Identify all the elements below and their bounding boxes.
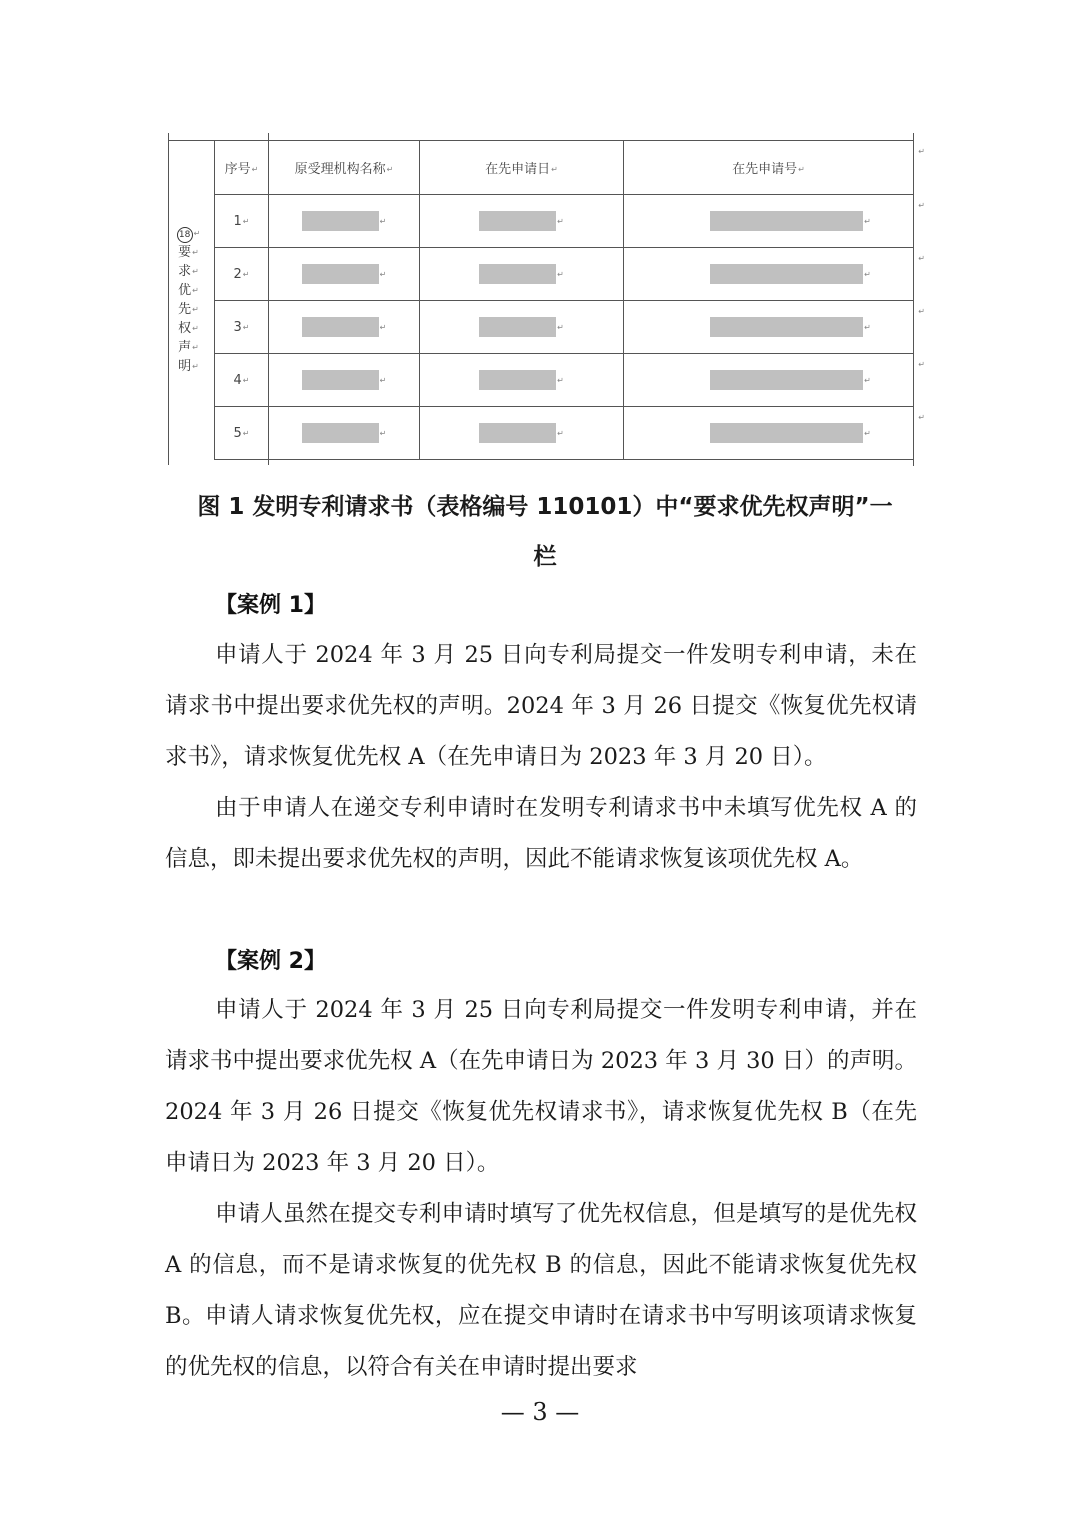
caption-line-1: 图 1 发明专利请求书（表格编号 110101）中“要求优先权声明”一 xyxy=(197,494,893,520)
date-cell: ↵ xyxy=(420,354,624,407)
table-row xyxy=(169,195,914,248)
section-label: 18 ↵ 要↵ 求↵ 优↵ 先↵ 权↵ 声↵ 明↵ xyxy=(178,229,201,375)
table-row xyxy=(169,407,914,460)
redacted-block xyxy=(479,211,556,231)
number-cell: ↵ ↵ xyxy=(624,248,914,301)
redacted-block xyxy=(479,423,556,443)
circled-number: 18 xyxy=(177,227,193,243)
column-header-number: 在先申请号↵ ↵ xyxy=(624,141,914,195)
date-cell: ↵ xyxy=(420,195,624,248)
table-border-extension xyxy=(168,459,169,465)
seq-cell: 2↵ xyxy=(215,248,269,301)
column-header-date: 在先申请日↵ xyxy=(420,141,624,195)
table-row xyxy=(169,301,914,354)
page-number: — 3 — xyxy=(500,1398,580,1426)
case-2-paragraph-1: 申请人于 2024 年 3 月 25 日向专利局提交一件发明专利申请，并在请求书中提出要求优先权 A（在先申请日为 2023 年 3 月 30 日）的声明。2024 年 3 月 26 日提交《恢复优先权请求书》，请求恢复优先权 B（在先申请日为 2023 年 3 月 20 日）。 xyxy=(165,997,917,1176)
redacted-block xyxy=(710,264,863,284)
case-2-heading: 【案例 2】 xyxy=(215,949,326,974)
caption-line-2: 栏 xyxy=(533,544,557,570)
redacted-block xyxy=(710,211,863,231)
seq-cell: 3↵ xyxy=(215,301,269,354)
column-header-seq: 序号↵ xyxy=(215,141,269,195)
figure-caption xyxy=(170,482,920,582)
number-cell: ↵ ↵ xyxy=(624,195,914,248)
org-cell: ↵ xyxy=(269,354,420,407)
org-cell: ↵ xyxy=(269,407,420,460)
number-cell: ↵ ↵ xyxy=(624,354,914,407)
number-cell: ↵ ↵ xyxy=(624,301,914,354)
redacted-block xyxy=(302,211,379,231)
redacted-block xyxy=(479,370,556,390)
table-border-extension xyxy=(268,459,269,465)
redacted-block xyxy=(710,423,863,443)
date-cell: ↵ xyxy=(420,301,624,354)
section-label-cell xyxy=(169,141,215,460)
redacted-block xyxy=(710,370,863,390)
case-2-paragraph-2: 申请人虽然在提交专利申请时填写了优先权信息，但是填写的是优先权 A 的信息，而不是请求恢复的优先权 B 的信息，因此不能请求恢复优先权 B。申请人请求恢复优先权，应在提交申请时在请求书中写明该项请求恢复的优先权的信息，以符合有关在申请时提出要求 xyxy=(165,1201,917,1380)
seq-cell: 5↵ xyxy=(215,407,269,460)
case-1-paragraph-1: 申请人于 2024 年 3 月 25 日向专利局提交一件发明专利申请，未在请求书中提出要求优先权的声明。2024 年 3 月 26 日提交《恢复优先权请求书》，请求恢复优先权 A（在先申请日为 2023 年 3 月 20 日）。 xyxy=(165,642,917,770)
redacted-block xyxy=(302,423,379,443)
redacted-block xyxy=(302,264,379,284)
date-cell: ↵ xyxy=(420,248,624,301)
redacted-block xyxy=(479,317,556,337)
case-1-paragraph-2: 由于申请人在递交专利申请时在发明专利请求书中未填写优先权 A 的信息，即未提出要求优先权的声明，因此不能请求恢复该项优先权 A。 xyxy=(165,795,917,872)
org-cell: ↵ xyxy=(269,195,420,248)
seq-cell: 4↵ xyxy=(215,354,269,407)
column-header-org: 原受理机构名称↵ xyxy=(269,141,420,195)
priority-claim-table xyxy=(168,140,925,460)
redacted-block xyxy=(302,317,379,337)
redacted-block xyxy=(479,264,556,284)
table-row xyxy=(169,248,914,301)
table-row xyxy=(169,354,914,407)
org-cell: ↵ xyxy=(269,248,420,301)
seq-cell: 1↵ xyxy=(215,195,269,248)
org-cell: ↵ xyxy=(269,301,420,354)
redacted-block xyxy=(302,370,379,390)
table-header-row xyxy=(169,141,914,195)
case-1-heading: 【案例 1】 xyxy=(215,593,326,618)
redacted-block xyxy=(710,317,863,337)
number-cell: ↵ ↵ xyxy=(624,407,914,460)
date-cell: ↵ xyxy=(420,407,624,460)
